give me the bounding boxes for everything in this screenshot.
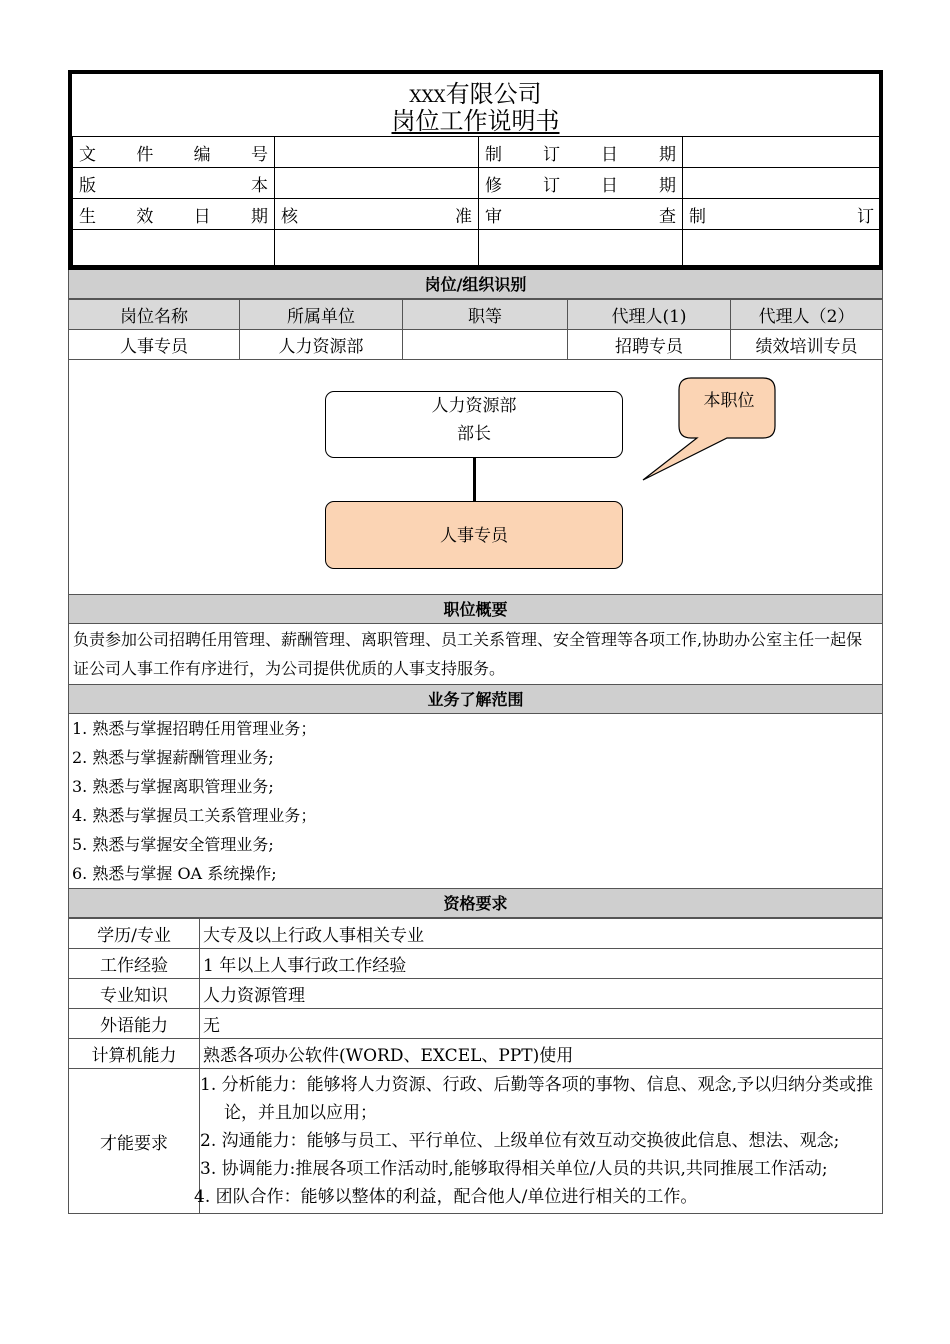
label-char: 审 [485,206,502,227]
deputy2-cell: 绩效培训专员 [731,330,883,360]
list-item: 2. 熟悉与掌握薪酬管理业务; [72,748,274,767]
label-char: 日 [601,175,618,196]
review-label [479,199,683,230]
label-char: 日 [601,144,618,165]
label-char: 期 [659,144,676,165]
callout-text: 本职位 [703,391,755,411]
label-char: 订 [543,175,560,196]
position-name-cell: 人事专员 [69,330,240,360]
label-char: 制 [689,206,706,227]
section-title-scope: 业务了解范围 [68,685,883,714]
label-char: 日 [193,206,211,227]
reporting-line [473,458,476,501]
list-item: 5. 熟悉与掌握安全管理业务; [72,835,274,854]
label-char: 期 [250,206,268,227]
qualification-table [68,918,883,1214]
talent-list [194,1069,883,1214]
draft-date-value[interactable] [683,137,881,168]
qual-key: 外语能力 [69,1009,200,1039]
department-cell: 人力资源部 [240,330,403,360]
label-char: 编 [193,144,211,165]
table-row [69,949,883,979]
review-value[interactable] [479,230,683,266]
label-char: 效 [136,206,154,227]
scope-list [68,714,883,889]
version-label [73,168,275,199]
position-box: 人事专员 [325,501,623,569]
org-chart [68,360,883,595]
qual-value: 无 [200,1009,883,1039]
table-row [69,1009,883,1039]
label-char: 订 [857,206,874,227]
list-item: 2. 沟通能力：能够与员工、平行单位、上级单位有效互动交换彼此信息、想法、观念; [200,1131,840,1151]
label-char: 期 [659,175,676,196]
revise-date-value[interactable] [683,168,881,199]
qual-value: 1 年以上人事行政工作经验 [200,949,883,979]
superior-box [325,391,623,458]
superior-line2: 部长 [457,424,491,444]
prepare-value[interactable] [683,230,881,266]
company-prefix: XXX [409,87,446,107]
doc-no-value[interactable] [275,137,479,168]
header-cell: 所属单位 [240,300,403,330]
document-meta-table [72,136,881,266]
header-cell: 代理人(1) [568,300,731,330]
doc-no-label [73,137,275,168]
approve-value[interactable] [275,230,479,266]
superior-line1: 人力资源部 [431,396,517,416]
label-char: 修 [485,175,502,196]
list-item: 3. 协调能力:推展各项工作活动时,能够取得相关单位/人员的共识,共同推展工作活动; [200,1159,828,1179]
document-title-text: 岗位工作说明书 [391,107,560,135]
list-item: 3. 熟悉与掌握离职管理业务; [72,777,274,796]
version-value[interactable] [275,168,479,199]
deputy1-cell: 招聘专员 [568,330,731,360]
qual-value: 人力资源管理 [200,979,883,1009]
effective-date-value[interactable] [73,230,275,266]
table-row [69,1039,883,1069]
identification-table [68,299,883,360]
label-char: 件 [136,144,154,165]
table-row [69,919,883,949]
job-description-document [68,70,883,1214]
section-title-identification: 岗位/组织识别 [68,270,883,299]
grade-cell [403,330,568,360]
revise-date-label [479,168,683,199]
label-char: 查 [659,206,676,227]
qual-key: 专业知识 [69,979,200,1009]
qual-key: 工作经验 [69,949,200,979]
company-suffix: 有限公司 [445,80,542,108]
label-char: 本 [251,175,268,196]
label-char: 版 [79,175,96,196]
label-char: 文 [79,144,96,165]
header-cell: 职等 [403,300,568,330]
qual-key: 才能要求 [69,1069,200,1214]
table-row [69,1069,883,1214]
table-row [69,979,883,1009]
label-char: 准 [455,206,472,227]
document-title [72,107,879,135]
label-char: 制 [485,144,502,165]
list-item: 1. 熟悉与掌握招聘任用管理业务； [72,719,317,738]
label-char: 核 [281,206,298,227]
qual-value: 大专及以上行政人事相关专业 [200,919,883,949]
approve-label [275,199,479,230]
header-cell: 代理人（2） [731,300,883,330]
section-title-qualification: 资格要求 [68,889,883,918]
draft-date-label [479,137,683,168]
section-title-summary: 职位概要 [68,595,883,624]
qual-key: 计算机能力 [69,1039,200,1069]
label-char: 生 [79,206,96,227]
qual-value: 熟悉各项办公软件(WORD、EXCEL、PPT)使用 [200,1039,883,1069]
prepare-label [683,199,881,230]
document-header [68,70,883,270]
list-item: 6. 熟悉与掌握 OA 系统操作; [72,864,277,883]
list-item: 4. 团队合作：能够以整体的利益，配合他人/单位进行相关的工作。 [194,1187,698,1207]
effective-date-label [73,199,275,230]
header-cell: 岗位名称 [69,300,240,330]
summary-text: 负责参加公司招聘任用管理、薪酬管理、离职管理、员工关系管理、安全管理等各项工作,协助办公室主任一起保证公司人事工作有序进行，为公司提供优质的人事支持服务。 [68,624,883,685]
label-char: 订 [543,144,560,165]
label-char: 号 [250,144,268,165]
list-item: 1. 分析能力：能够将人力资源、行政、后勤等各项的事物、信息、观念,予以归纳分类或推论，并且加以应用； [200,1075,874,1123]
qual-key: 学历/专业 [69,919,200,949]
list-item: 4. 熟悉与掌握员工关系管理业务； [72,806,317,825]
